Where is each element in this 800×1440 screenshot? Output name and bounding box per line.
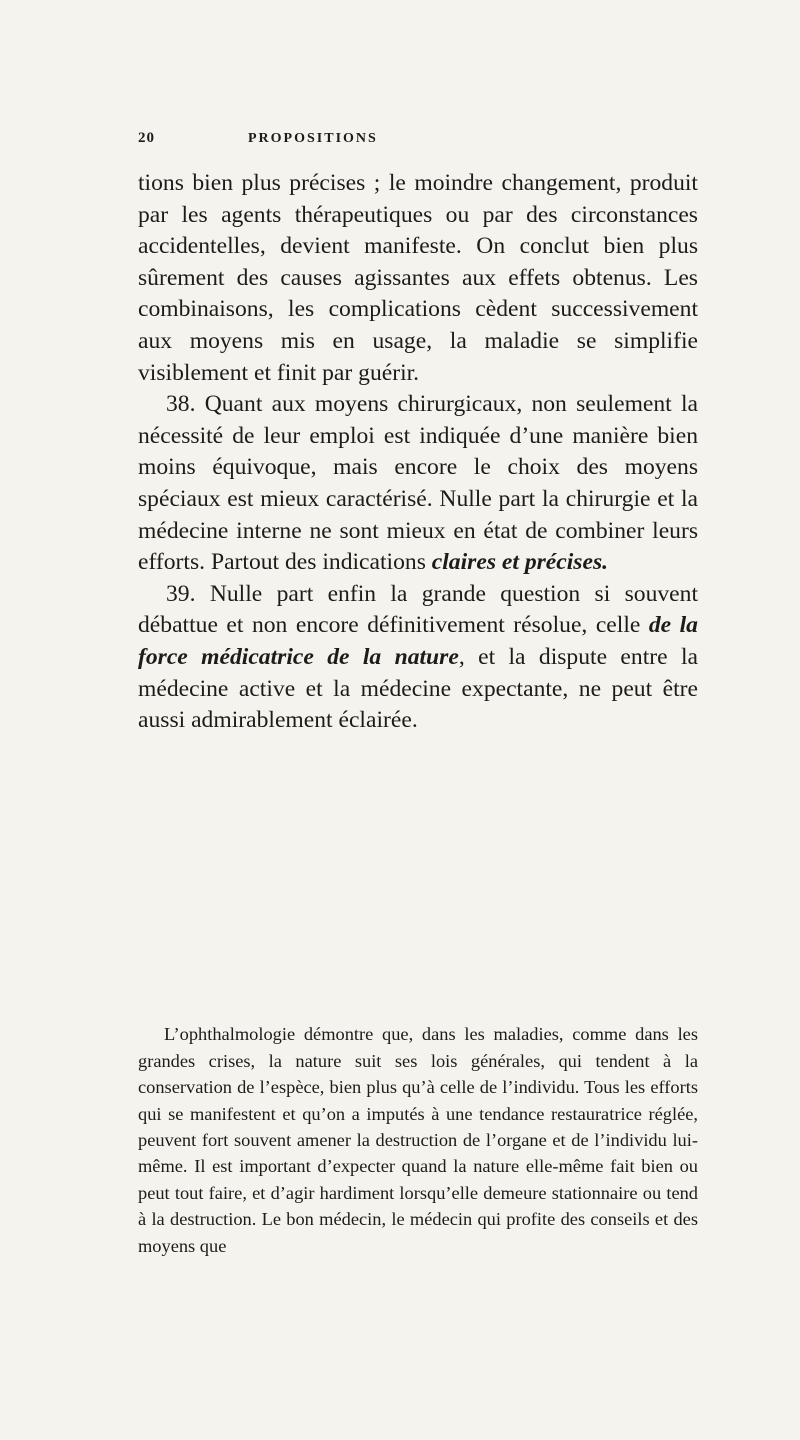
paragraph-38 [138, 389, 698, 579]
note-paragraph: L’ophthalmologie démontre que, dans les maladies, comme dans les grandes crises, la nature suit ses lois générales, qui tendent à la conservation de l’espèce, bien plus qu’à celle de l’individu. Tous les efforts qui se manifestent et qu’on a imputés à une tendance restauratrice réglée, peuvent fort souvent amener la destruction de l’organe et de l’individu lui-même. Il est important d’expecter quand la nature elle-même fait bien ou peut tout faire, et d’agir hardiment lorsqu’elle demeure stationnaire ou tend à la destruction. Le bon médecin, le médecin qui profite des conseils et des moyens que [138, 1024, 698, 1256]
paragraph-39-italic: de la force médicatrice de la nature [138, 612, 698, 670]
paragraph-39-text-b: , et la dispute entre la médecine active et la médecine expectante, ne peut être aussi admirablement éclairée. [138, 643, 698, 734]
paragraph-continuation: tions bien plus précises ; le moindre changement, produit par les agents thérapeutiques ou par des circonstances accidentelles, devient manifeste. On conclut bien plus sûrement des causes agissantes aux effets obtenus. Les combinaisons, les complications cèdent successivement aux moyens mis en usage, la maladie se simplifie visiblement et finit par guérir. [138, 170, 698, 386]
paragraph-39-text-a: 39. Nulle part enfin la grande question si souvent débattue et non encore définitivement résolue, celle [138, 580, 698, 639]
paragraph-38-italic: claires et précises. [431, 549, 609, 576]
running-title: PROPOSITIONS [248, 131, 378, 146]
main-text [138, 168, 698, 737]
page-number: 20 [138, 130, 155, 146]
paragraph-39 [138, 579, 698, 737]
paragraph-38-text: 38. Quant aux moyens chirurgicaux, non seulement la nécessité de leur emploi est indiquée d’une manière bien moins équivoque, mais encore le choix des moyens spéciaux est mieux caractérisé. Nulle part la chirurgie et la médecine interne ne sont mieux en état de combiner leurs efforts. Partout des indications [138, 391, 698, 576]
running-head [138, 130, 698, 154]
